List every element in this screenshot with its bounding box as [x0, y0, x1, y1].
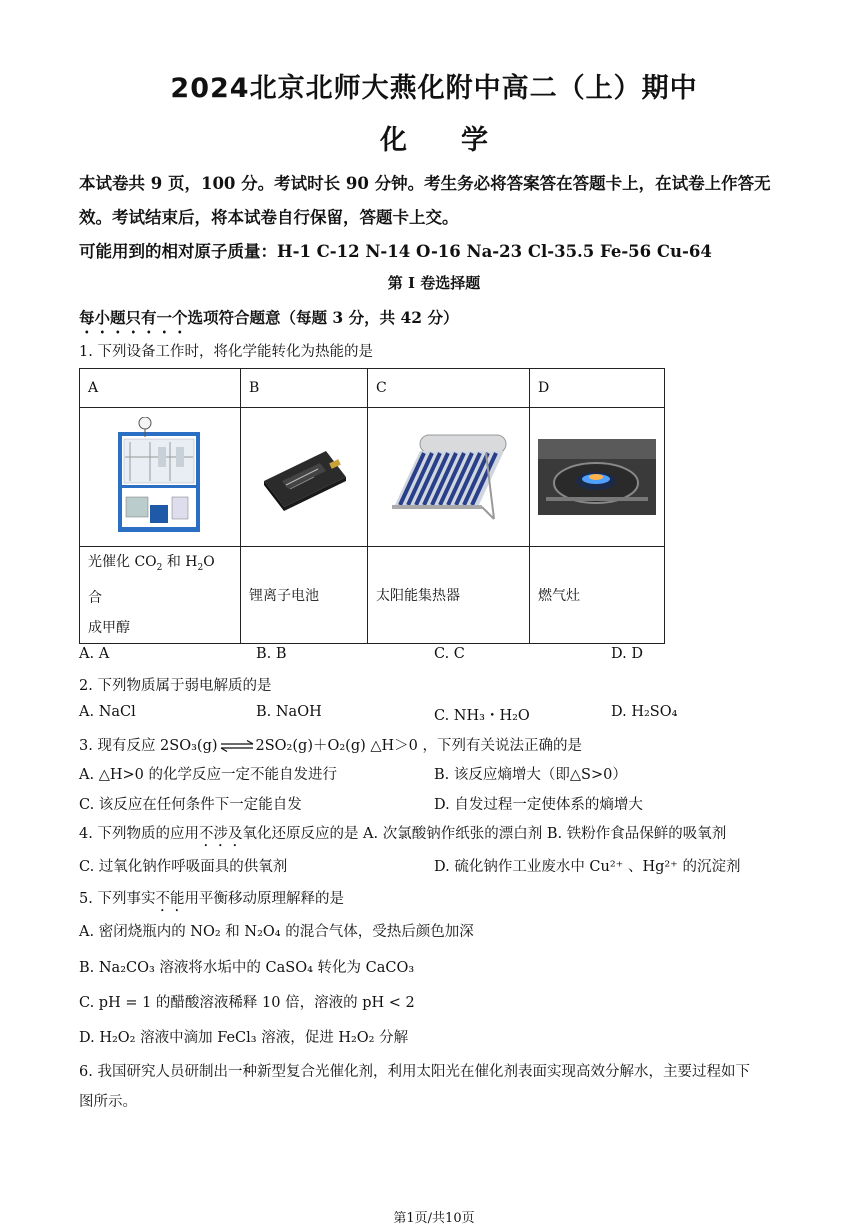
subject-char-1: 化	[380, 125, 407, 156]
q1-image-c	[368, 408, 530, 547]
q1-image-a	[80, 408, 241, 547]
q1-option-table	[79, 368, 665, 644]
q5-emphasis: 不能	[155, 891, 185, 907]
intro-line-2: 效。考试结束后，将本试卷自行保留，答题卡上交。	[79, 208, 459, 227]
q3-option-c: C. 该反应在任何条件下一定能自发	[79, 797, 302, 813]
q6-line-2: 图所示。	[79, 1094, 137, 1110]
q3-option-b: B. 该反应熵增大（即△S>0）	[434, 767, 627, 783]
q2-option-d: D. H₂SO₄	[611, 704, 678, 720]
q1-header-a: A	[80, 369, 241, 408]
subject-char-2: 学	[461, 125, 488, 156]
q1-image-d	[530, 408, 665, 547]
reversible-arrow-icon	[220, 740, 254, 752]
solar-water-heater-image	[386, 429, 512, 525]
atomic-masses: 可能用到的相对原子质量：H-1 C-12 N-14 O-16 Na-23 Cl-35.5 Fe-56 Cu-64	[79, 242, 712, 261]
q1-stem: 1. 下列设备工作时，将化学能转化为热能的是	[79, 344, 373, 360]
lithium-battery-image	[256, 437, 352, 517]
q1-label-a: 光催化 $CO_2$ 和 $H_2O$ 合 成甲醇	[80, 547, 241, 644]
q4-option-d: D. 硫化钠作工业废水中 Cu²⁺ 、Hg²⁺ 的沉淀剂	[434, 859, 741, 875]
q6-line-1: 6. 我国研究人员研制出一种新型复合光催化剂，利用太阳光在催化剂表面实现高效分解水，主要过程如下	[79, 1064, 750, 1080]
q1-label-c: 太阳能集热器	[368, 547, 530, 644]
q1-header-c: C	[368, 369, 530, 408]
q5-option-d: D. H₂O₂ 溶液中滴加 FeCl₃ 溶液，促进 H₂O₂ 分解	[79, 1030, 409, 1046]
q2-option-c: C. NH₃・H₂O	[434, 708, 530, 724]
instruction-emphasis: 每小题只有一个	[79, 308, 188, 327]
gas-stove-image	[538, 439, 656, 515]
q1-label-d: 燃气灶	[530, 547, 665, 644]
q1-option-c: C. C	[434, 646, 465, 662]
subject-title	[0, 118, 868, 157]
q3-stem: 3. 现有反应 2SO₃(g) 2SO₂(g)＋O₂(g) △H＞0 ，下列有关说法正确的是	[79, 738, 583, 754]
section-title: 第 I 卷选择题	[387, 274, 481, 292]
q4-stem: 4. 下列物质的应用不涉及氧化还原反应的是 A. 次氯酸钠作纸张的漂白剂 B. 铁粉作食品保鲜的吸氧剂	[79, 826, 727, 842]
photocatalysis-apparatus-image	[110, 417, 210, 537]
exam-title: 2024北京北师大燕化附中高二（上）期中	[170, 73, 698, 104]
q1-header-d: D	[530, 369, 665, 408]
q1-option-b: B. B	[256, 646, 287, 662]
q5-option-a: A. 密闭烧瓶内的 NO₂ 和 N₂O₄ 的混合气体，受热后颜色加深	[79, 924, 474, 940]
q1-image-b	[241, 408, 368, 547]
q5-stem: 5. 下列事实不能用平衡移动原理解释的是	[79, 891, 344, 907]
q5-option-c: C. pH = 1 的醋酸溶液稀释 10 倍，溶液的 pH < 2	[79, 995, 415, 1011]
q1-option-a: A. A	[79, 646, 110, 662]
instruction-rest: 选项符合题意（每题 3 分，共 42 分）	[187, 308, 459, 327]
q1-header-b: B	[241, 369, 368, 408]
q2-stem: 2. 下列物质属于弱电解质的是	[79, 678, 272, 694]
q1-label-b: 锂离子电池	[241, 547, 368, 644]
q4-option-c: C. 过氧化钠作呼吸面具的供氧剂	[79, 859, 288, 875]
q1-option-d: D. D	[611, 646, 643, 662]
page-number: 第1页/共10页	[393, 1211, 475, 1226]
q5-option-b: B. Na₂CO₃ 溶液将水垢中的 CaSO₄ 转化为 CaCO₃	[79, 960, 415, 976]
q2-option-a: A. NaCl	[79, 704, 136, 720]
section-instruction	[79, 306, 458, 337]
q3-option-a: A. △H>0 的化学反应一定不能自发进行	[79, 767, 337, 783]
q2-option-b: B. NaOH	[256, 704, 322, 720]
intro-line-1: 本试卷共 9 页，100 分。考试时长 90 分钟。考生务必将答案答在答题卡上，在试卷上作答无	[79, 174, 771, 193]
q4-emphasis: 不涉及	[198, 826, 243, 842]
q3-option-d: D. 自发过程一定使体系的熵增大	[434, 797, 643, 813]
